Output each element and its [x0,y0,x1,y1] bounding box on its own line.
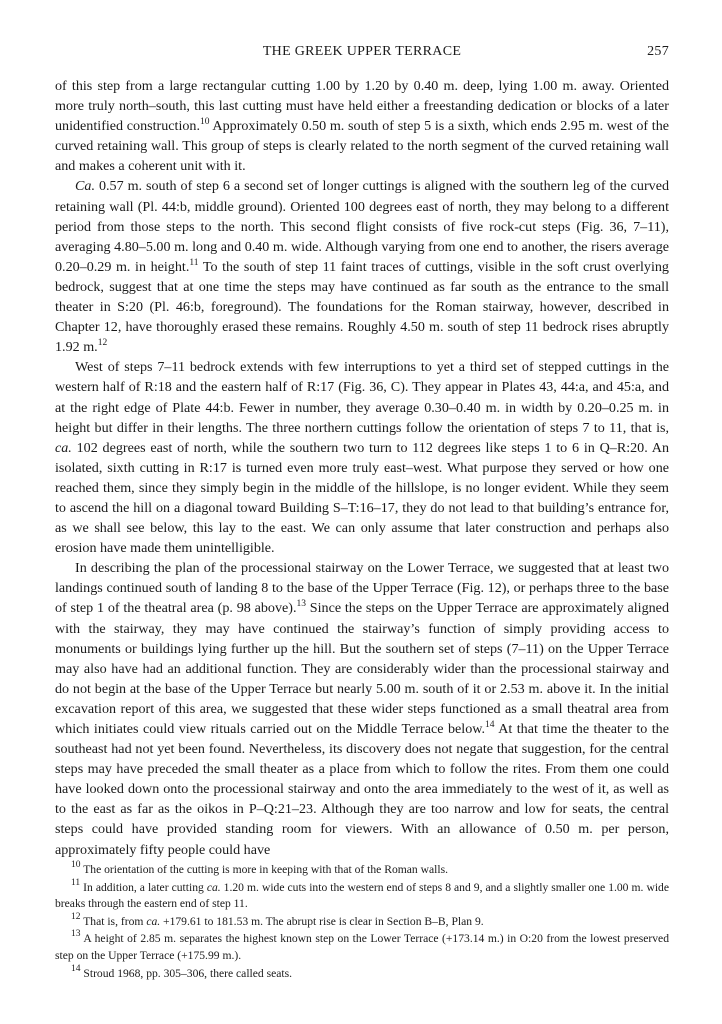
footnote-ref: 11 [71,877,81,888]
footnote-ref: 10 [71,860,81,870]
footnote [55,911,669,931]
footnote [55,963,669,983]
running-header [55,44,669,64]
footnote [55,931,669,964]
text-run: Since the steps on the Upper Terrace are approximately aligned with the stairway, they may have continued the stairway’s function of simply providing access to monuments or buildings lying further up the hill. But the southern set of steps (7–11) on the Upper Terrace may also have had an additional function. They are considerably wider than the processional stairway and do not begin at the base of the Upper Terrace but nearly 5.00 m. south of it or 2.53 m. above it. In the initial excavation report of this area, we suggested that these wider steps functioned as a small theatral area from which initiates could view rituals carried out on the Middle Terrace below. [55,600,669,737]
footnote [55,877,669,913]
text-run: West of steps 7–11 bedrock extends with few interruptions to yet a third set of stepped cuttings in the western half of R:18 and the eastern half of R:17 (Fig. 36, C). They appear in Plates 43, 44:a, and 45:a, and at the right edge of Plate 44:b. Fewer in number, they average 0.30–0.40 m. in width by 0.20–0.25 m. in height but differ in their lengths. The three northern cuttings follow the orientation of steps 7 to 11, that is, [55,359,669,436]
footnote-ref: 13 [71,929,81,940]
text-run: +179.61 to 181.53 m. The abrupt rise is clear in Section B–B, Plan 9. [160,914,484,928]
footnotes [55,862,669,983]
footnote-ref: 13 [296,599,306,610]
paragraph [55,558,669,859]
footnote [55,862,669,879]
text-run: To the south of step 11 faint traces of cuttings, visible in the soft crust overlying bedrock, suggest that at one time the steps may have continued as far south as the entrance to the small theater in S:20 (Pl. 46:b, foreground). The foundations for the Roman stairway, however, described in Chapter 12, have thoroughly erased these remains. Roughly 4.50 m. south of step 11 bedrock rises abruptly 1.92 m. [55,258,669,356]
text-run: A height of 2.85 m. separates the highest known step on the Lower Terrace (+173.14 m.) in O:20 from the lowest preserved step on the Upper Terrace (+175.99 m.). [55,932,669,962]
text-run: That is, from [80,914,147,928]
page-number: 257 [647,44,669,59]
text-run: Stroud 1968, pp. 305–306, there called seats. [80,966,293,980]
footnote-ref: 12 [97,338,108,349]
footnote-ref: 14 [71,963,81,974]
paragraph [55,357,669,558]
text-run: At that time the theater to the southeast had not yet been found. Nevertheless, its discovery does not negate that suggestion, for the central steps may have preceded the small theater as a place from which to follow the rites. From them one could have looked down onto the processional stairway and onto the area immediately to the west of it, as well as to the east as far as the oikos in P–Q:21–23. Although they are too narrow and low for seats, the central steps could have provided standing room for viewers. With an allowance of 0.50 m. per person, approximately fifty people could have [55,721,669,858]
paragraph [55,76,669,176]
paragraph [55,176,669,357]
italic-text: ca. [206,880,221,894]
footnote-ref: 12 [71,911,81,922]
text-run: 102 degrees east of north, while the southern two turn to 112 degrees like steps 1 to 6 in Q–R:20. An isolated, sixth cutting in R:17 is turned even more truly east–west. What purpose they served or how one reached them, since they simply begin in the middle of the hillslope, is no longer evident. While they seem to ascend the hill on a diagonal toward Building S–T:16–17, they do not lead to that building’s entrance for, as we shall see below, this lay to the east. We can only assume that later construction and perhaps also erosion have made them unintelligible. [55,439,669,557]
italic-text: Ca. [75,178,95,195]
text-run: Approximately 0.50 m. south of step 5 is a sixth, which ends 2.95 m. west of the curved retaining wall. This group of steps is clearly related to the north segment of the curved retaining wall and makes a coherent unit with it. [55,118,669,175]
text-run: In addition, a later cutting [80,880,207,894]
text-run: of this step from a large rectangular cutting 1.00 by 1.20 by 0.40 m. deep, lying 1.00 m. away. Oriented more truly north–south, this last cutting must have held either a freestanding dedication or blocks of a later unidentified construction. [55,78,669,135]
text-run: The orientation of the cutting is more in keeping with that of the Roman walls. [80,863,448,876]
running-title: THE GREEK UPPER TERRACE [262,44,462,59]
text-run: In describing the plan of the processional stairway on the Lower Terrace, we suggested that at least two landings continued south of landing 8 to the base of the Upper Terrace (Fig. 12), or perhaps three to the base of step 1 of the theatral area (p. 98 above). [55,560,669,617]
italic-text: ca. [55,439,72,456]
text-run: 0.57 m. south of step 6 a second set of longer cuttings is aligned with the southern leg of the curved retaining wall (Pl. 44:b, middle ground). Oriented 100 degrees east of north, they may belong to a different period from those steps to the north. This second flight consists of five rock-cut steps (Fig. 36, 7–11), averaging 4.80–5.00 m. long and 0.40 m. wide. Although varying from one end to another, the risers average 0.20–0.29 m. in height. [55,178,669,275]
body-text [55,76,669,860]
footnote-ref: 11 [189,257,199,268]
text-run: 1.20 m. wide cuts into the western end of steps 8 and 9, and a slightly smaller one 1.00 m. wide breaks through the eastern end of step 11. [55,880,669,911]
footnote-ref: 10 [200,117,210,128]
footnote-ref: 14 [485,720,495,730]
italic-text: ca. [146,914,161,928]
